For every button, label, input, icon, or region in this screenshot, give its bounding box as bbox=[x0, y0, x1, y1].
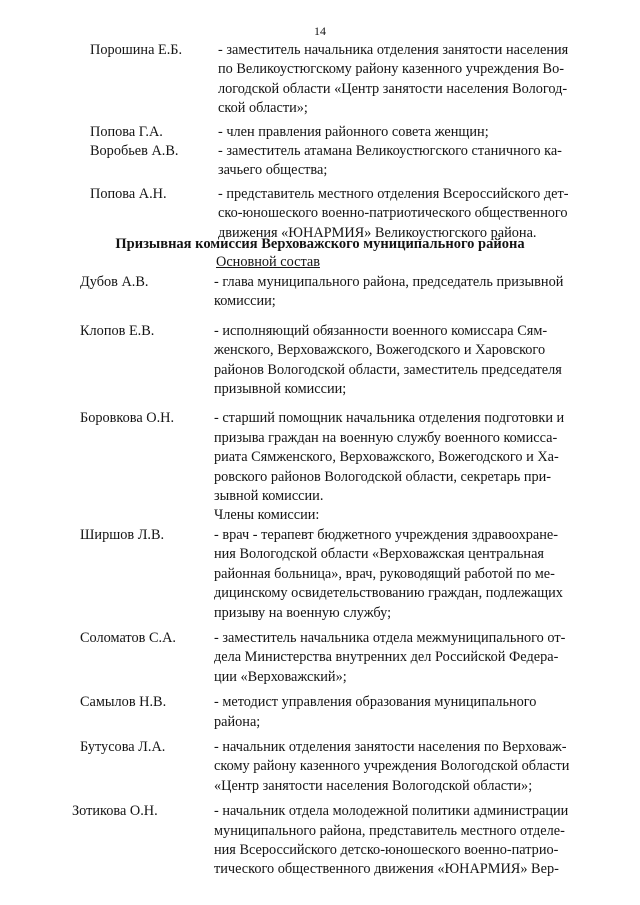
entry-description bbox=[218, 142, 588, 181]
entry-vorobev bbox=[0, 142, 640, 181]
description-line: ско-юношеского военно-патриотического общественного bbox=[218, 205, 568, 222]
description-line: по Великоустюгскому району казенного учреждения Во- bbox=[218, 61, 565, 78]
entry-name: Порошина Е.Б. bbox=[90, 42, 183, 58]
top-entries bbox=[0, 41, 640, 243]
description-line: призыву на военную службу; bbox=[214, 604, 392, 621]
description-line: женского, Верховажского, Вожегодского и Харовского bbox=[214, 342, 546, 359]
entry-poroshina bbox=[0, 41, 640, 119]
entry-description bbox=[218, 123, 588, 142]
description-line: районная больница», врач, руководящий работой по ме- bbox=[214, 565, 555, 582]
entry-name: Попова Г.А. bbox=[90, 123, 163, 140]
main-entries bbox=[0, 273, 640, 880]
members-heading: Члены комиссии: bbox=[214, 507, 320, 524]
entry-description bbox=[214, 273, 588, 312]
description-line: - член правления районного совета женщин; bbox=[218, 123, 489, 140]
entry-popova-ga bbox=[0, 123, 640, 142]
entry-name: Боровкова О.Н. bbox=[80, 410, 175, 427]
section-heading: Призывная комиссия Верховажского муниципального района bbox=[115, 236, 525, 252]
entry-description bbox=[214, 322, 588, 400]
description-line: района; bbox=[214, 713, 261, 730]
entry-description bbox=[214, 409, 588, 506]
description-line: - представитель местного отделения Всероссийского дет- bbox=[218, 185, 569, 202]
description-line: движения «ЮНАРМИЯ» Великоустюгского района. bbox=[218, 224, 537, 241]
entry-name: Попова А.Н. bbox=[90, 185, 167, 202]
description-line: зывной комиссии. bbox=[214, 488, 324, 505]
entry-description bbox=[214, 738, 588, 796]
description-line: муниципального района, представитель местного отделе- bbox=[214, 822, 565, 839]
description-line: ния Вологодской области «Верховажская центральная bbox=[214, 546, 545, 563]
description-line: - начальник отделения занятости населения по Верховаж- bbox=[214, 738, 567, 755]
entry-name: Ширшов Л.В. bbox=[80, 526, 165, 543]
entry-name: Воробьев А.В. bbox=[90, 143, 179, 160]
description-line: - начальник отдела молодежной политики администрации bbox=[214, 803, 569, 820]
description-line: комиссии; bbox=[214, 293, 276, 310]
entry-solomatov bbox=[0, 629, 640, 687]
entry-borovkova bbox=[0, 409, 640, 506]
description-line: - заместитель начальника отдела межмуниципального от- bbox=[214, 629, 566, 646]
description-line: ния Всероссийского детско-юношеского военно-патрио- bbox=[214, 841, 559, 858]
description-line: - заместитель начальника отделения занятости населения bbox=[218, 42, 569, 58]
subsection-heading: Основной состав bbox=[216, 254, 320, 270]
description-line: «Центр занятости населения Вологодской области»; bbox=[214, 777, 533, 794]
description-line: - заместитель атамана Великоустюгского станичного ка- bbox=[218, 143, 562, 160]
entry-description bbox=[218, 41, 588, 119]
description-line: тического общественного движения «ЮНАРМИЯ» Вер- bbox=[214, 861, 559, 878]
entry-description bbox=[214, 802, 588, 880]
entry-name: Самылов Н.В. bbox=[80, 694, 167, 711]
description-line: логодской области «Центр занятости населения Вологод- bbox=[218, 80, 568, 97]
description-line: призыва граждан на военную службу военного комисса- bbox=[214, 429, 558, 446]
entry-butusova bbox=[0, 738, 640, 796]
description-line: риата Сямженского, Верховажского, Вожегодского и Ха- bbox=[214, 449, 559, 466]
entry-description bbox=[218, 185, 588, 243]
description-line: ровского районов Вологодской области, секретарь при- bbox=[214, 468, 552, 485]
page-number: 14 bbox=[314, 24, 326, 38]
description-line: - врач - терапевт бюджетного учреждения здравоохране- bbox=[214, 526, 558, 543]
description-line: - глава муниципального района, председатель призывной bbox=[214, 274, 564, 290]
description-line: зачьего общества; bbox=[218, 162, 328, 179]
entry-samylov bbox=[0, 693, 640, 732]
description-line: ской области»; bbox=[218, 100, 308, 117]
entry-description bbox=[214, 526, 588, 623]
description-line: дицинскому освидетельствованию граждан, подлежащих bbox=[214, 585, 563, 602]
description-line: дела Министерства внутренних дел Российской Федера- bbox=[214, 649, 559, 666]
entry-shirshov bbox=[0, 526, 640, 623]
entry-name: Бутусова Л.А. bbox=[80, 738, 166, 755]
entry-name: Соломатов С.А. bbox=[80, 629, 176, 646]
description-line: районов Вологодской области, заместитель председателя bbox=[214, 361, 562, 378]
entry-description bbox=[214, 693, 588, 732]
entry-name: Дубов А.В. bbox=[80, 274, 149, 290]
description-line: скому району казенного учреждения Вологодской области bbox=[214, 758, 570, 775]
entry-zotikova bbox=[0, 802, 640, 880]
entry-name: Клопов Е.В. bbox=[80, 322, 155, 339]
entry-description bbox=[214, 629, 588, 687]
entry-dubov bbox=[0, 273, 640, 312]
description-line: - методист управления образования муниципального bbox=[214, 694, 537, 711]
entry-klopov bbox=[0, 322, 640, 400]
entry-name: Зотикова О.Н. bbox=[72, 803, 158, 820]
description-line: призывной комиссии; bbox=[214, 381, 347, 398]
description-line: - старший помощник начальника отделения подготовки и bbox=[214, 410, 565, 427]
entry-popova-an bbox=[0, 185, 640, 243]
description-line: ции «Верховажский»; bbox=[214, 668, 347, 685]
description-line: - исполняющий обязанности военного комиссара Сям- bbox=[214, 322, 548, 339]
